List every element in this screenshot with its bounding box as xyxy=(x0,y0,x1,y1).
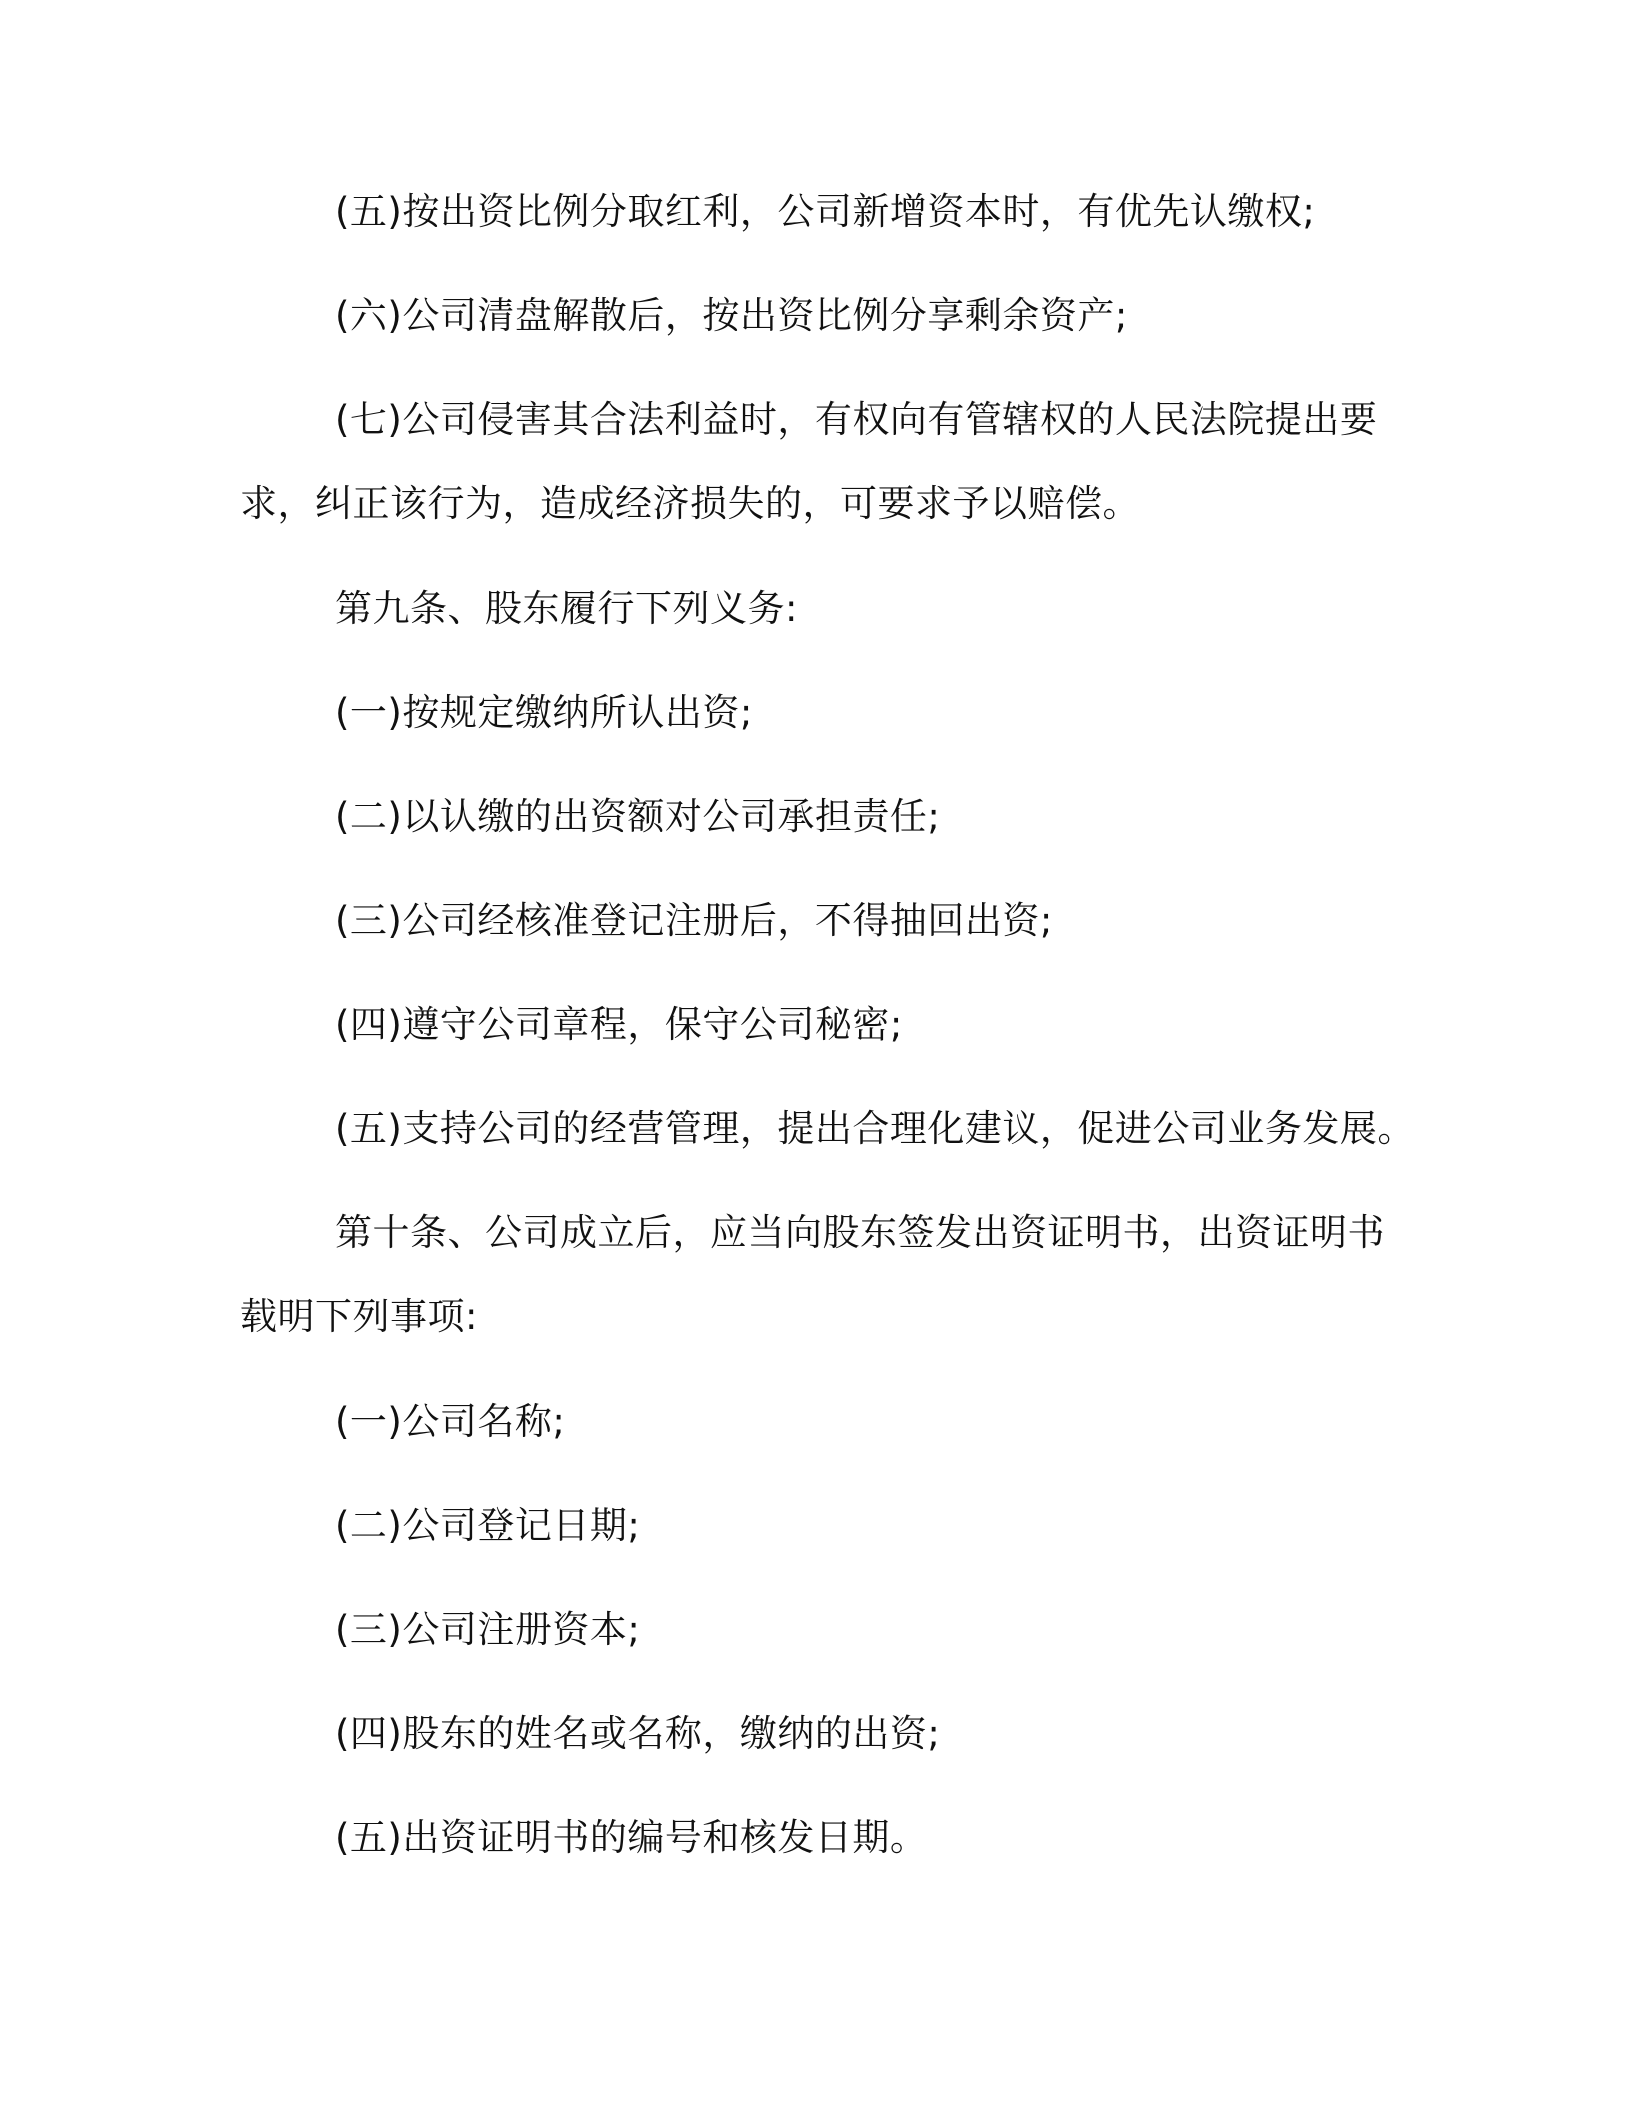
clause-item-5-dividends: (五)按出资比例分取红利，公司新增资本时，有优先认缴权; xyxy=(335,190,1316,233)
certificate-item-4: (四)股东的姓名或名称，缴纳的出资; xyxy=(335,1712,941,1755)
obligation-item-1: (一)按规定缴纳所认出资; xyxy=(335,691,753,734)
obligation-item-5: (五)支持公司的经营管理，提出合理化建议，促进公司业务发展。 xyxy=(335,1107,1415,1150)
obligation-item-2: (二)以认缴的出资额对公司承担责任; xyxy=(335,795,941,838)
document-body xyxy=(240,190,1420,1920)
article-9-heading: 第九条、股东履行下列义务: xyxy=(335,587,798,630)
certificate-item-5: (五)出资证明书的编号和核发日期。 xyxy=(335,1816,928,1859)
obligation-item-3: (三)公司经核准登记注册后，不得抽回出资; xyxy=(335,899,1053,942)
certificate-item-3: (三)公司注册资本; xyxy=(335,1608,641,1651)
clause-item-7-legal-remedy: (七)公司侵害其合法利益时，有权向有管辖权的人民法院提出要求，纠正该行为，造成经济损失的，可要求予以赔偿。 xyxy=(240,398,1378,525)
certificate-item-2: (二)公司登记日期; xyxy=(335,1504,641,1547)
certificate-item-1: (一)公司名称; xyxy=(335,1400,566,1443)
clause-item-6-liquidation: (六)公司清盘解散后，按出资比例分享剩余资产; xyxy=(335,294,1128,337)
article-10-heading: 第十条、公司成立后，应当向股东签发出资证明书，出资证明书载明下列事项: xyxy=(240,1211,1385,1338)
obligation-item-4: (四)遵守公司章程，保守公司秘密; xyxy=(335,1003,903,1046)
